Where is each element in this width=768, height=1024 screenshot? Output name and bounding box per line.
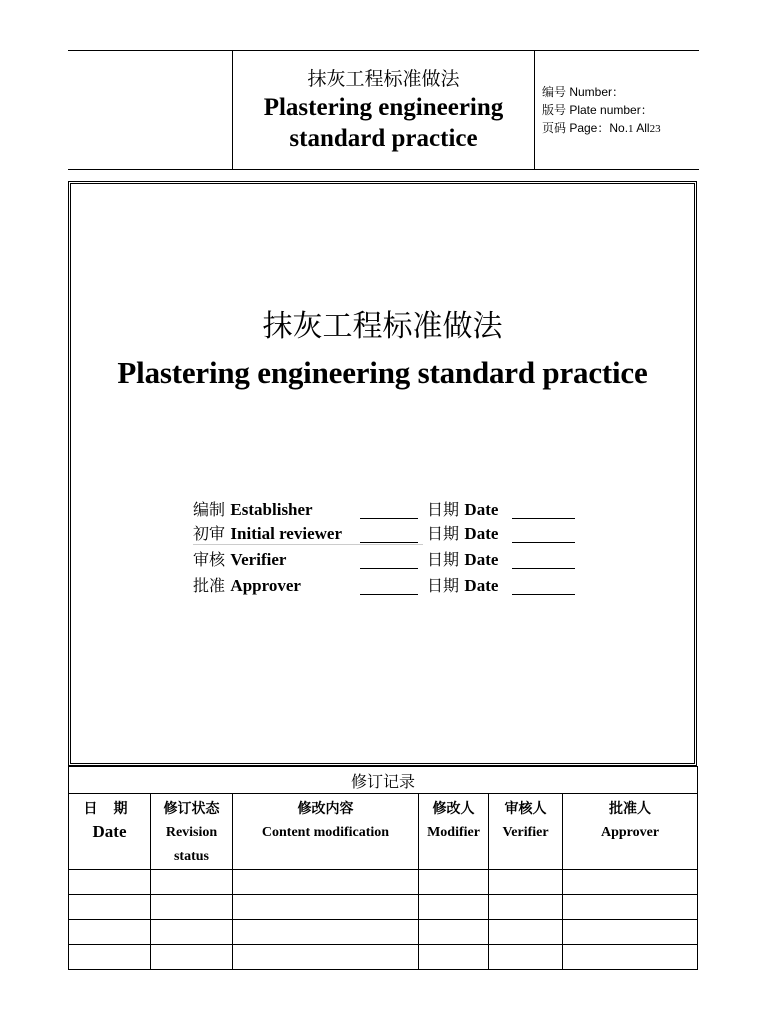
table-cell[interactable] bbox=[419, 945, 489, 970]
revision-header-row bbox=[69, 794, 698, 870]
signature-blank bbox=[360, 568, 418, 569]
table-cell[interactable] bbox=[69, 920, 151, 945]
date-blank bbox=[512, 568, 575, 569]
page-info bbox=[542, 119, 699, 138]
col-header-modifier: 修改人 Modifier bbox=[419, 794, 489, 870]
table-cell[interactable] bbox=[419, 895, 489, 920]
table-cell[interactable] bbox=[563, 895, 698, 920]
table-cell[interactable] bbox=[233, 870, 419, 895]
date-blank bbox=[512, 594, 575, 595]
signature-row-approver bbox=[71, 573, 694, 597]
col-header-verifier: 审核人 Verifier bbox=[489, 794, 563, 870]
table-cell[interactable] bbox=[419, 920, 489, 945]
signature-role: 编制 Establisher bbox=[193, 500, 313, 519]
date-label: 日期 Date bbox=[427, 524, 499, 543]
header-title-en-line2: standard practice bbox=[289, 125, 478, 152]
table-cell[interactable] bbox=[151, 870, 233, 895]
page-label: 页码 Page：No. bbox=[542, 121, 629, 135]
table-cell[interactable] bbox=[151, 895, 233, 920]
table-cell[interactable] bbox=[233, 895, 419, 920]
page-all-label: All bbox=[633, 121, 650, 135]
header-title-cn: 抹灰工程标准做法 bbox=[307, 68, 460, 90]
cover-title-en: Plastering engineering standard practice bbox=[117, 355, 648, 390]
header-meta bbox=[542, 83, 699, 138]
cover-title-cn: 抹灰工程标准做法 bbox=[262, 309, 503, 344]
number-label: 编号 Number： bbox=[542, 85, 625, 99]
table-cell[interactable] bbox=[233, 920, 419, 945]
revision-table bbox=[68, 766, 698, 970]
document-header bbox=[68, 50, 699, 170]
header-title-en-line1: Plastering engineering bbox=[263, 94, 504, 121]
plate-number-label: 版号 Plate number： bbox=[542, 103, 653, 117]
table-cell[interactable] bbox=[489, 945, 563, 970]
revision-table-title: 修订记录 bbox=[69, 767, 698, 794]
signature-role: 批准 Approver bbox=[193, 576, 301, 595]
table-cell[interactable] bbox=[151, 920, 233, 945]
header-divider bbox=[534, 51, 535, 169]
header-title-cell bbox=[233, 51, 534, 169]
col-header-content-modification: 修改内容 Content modification bbox=[233, 794, 419, 870]
col-header-revision-status: 修订状态 Revision status bbox=[151, 794, 233, 870]
date-label: 日期 Date bbox=[427, 550, 499, 569]
table-row bbox=[69, 920, 698, 945]
date-label: 日期 Date bbox=[427, 576, 499, 595]
date-label: 日期 Date bbox=[427, 500, 499, 519]
table-cell[interactable] bbox=[151, 945, 233, 970]
table-cell[interactable] bbox=[489, 895, 563, 920]
table-row bbox=[69, 895, 698, 920]
signature-role: 审核 Verifier bbox=[193, 550, 287, 569]
table-cell[interactable] bbox=[489, 870, 563, 895]
signature-blank bbox=[360, 518, 418, 519]
table-cell[interactable] bbox=[489, 920, 563, 945]
table-cell[interactable] bbox=[69, 895, 151, 920]
faint-rule bbox=[193, 544, 423, 545]
date-blank bbox=[512, 518, 575, 519]
signature-row-establisher bbox=[71, 497, 694, 521]
signature-row-verifier bbox=[71, 547, 694, 571]
page-total: 23 bbox=[649, 123, 661, 135]
table-cell[interactable] bbox=[563, 945, 698, 970]
table-cell[interactable] bbox=[69, 870, 151, 895]
table-row bbox=[69, 945, 698, 970]
col-header-approver: 批准人 Approver bbox=[563, 794, 698, 870]
table-cell[interactable] bbox=[233, 945, 419, 970]
signature-row-initial-reviewer bbox=[71, 521, 694, 545]
signature-blank bbox=[360, 542, 418, 543]
table-cell[interactable] bbox=[563, 920, 698, 945]
table-row bbox=[69, 870, 698, 895]
table-cell[interactable] bbox=[69, 945, 151, 970]
cover-box bbox=[68, 181, 697, 766]
date-blank bbox=[512, 542, 575, 543]
table-cell[interactable] bbox=[563, 870, 698, 895]
table-cell[interactable] bbox=[419, 870, 489, 895]
signature-role: 初审 Initial reviewer bbox=[193, 524, 342, 543]
col-header-date: 日期 Date bbox=[69, 794, 151, 870]
signature-blank bbox=[360, 594, 418, 595]
page-number: 1 bbox=[628, 123, 634, 135]
